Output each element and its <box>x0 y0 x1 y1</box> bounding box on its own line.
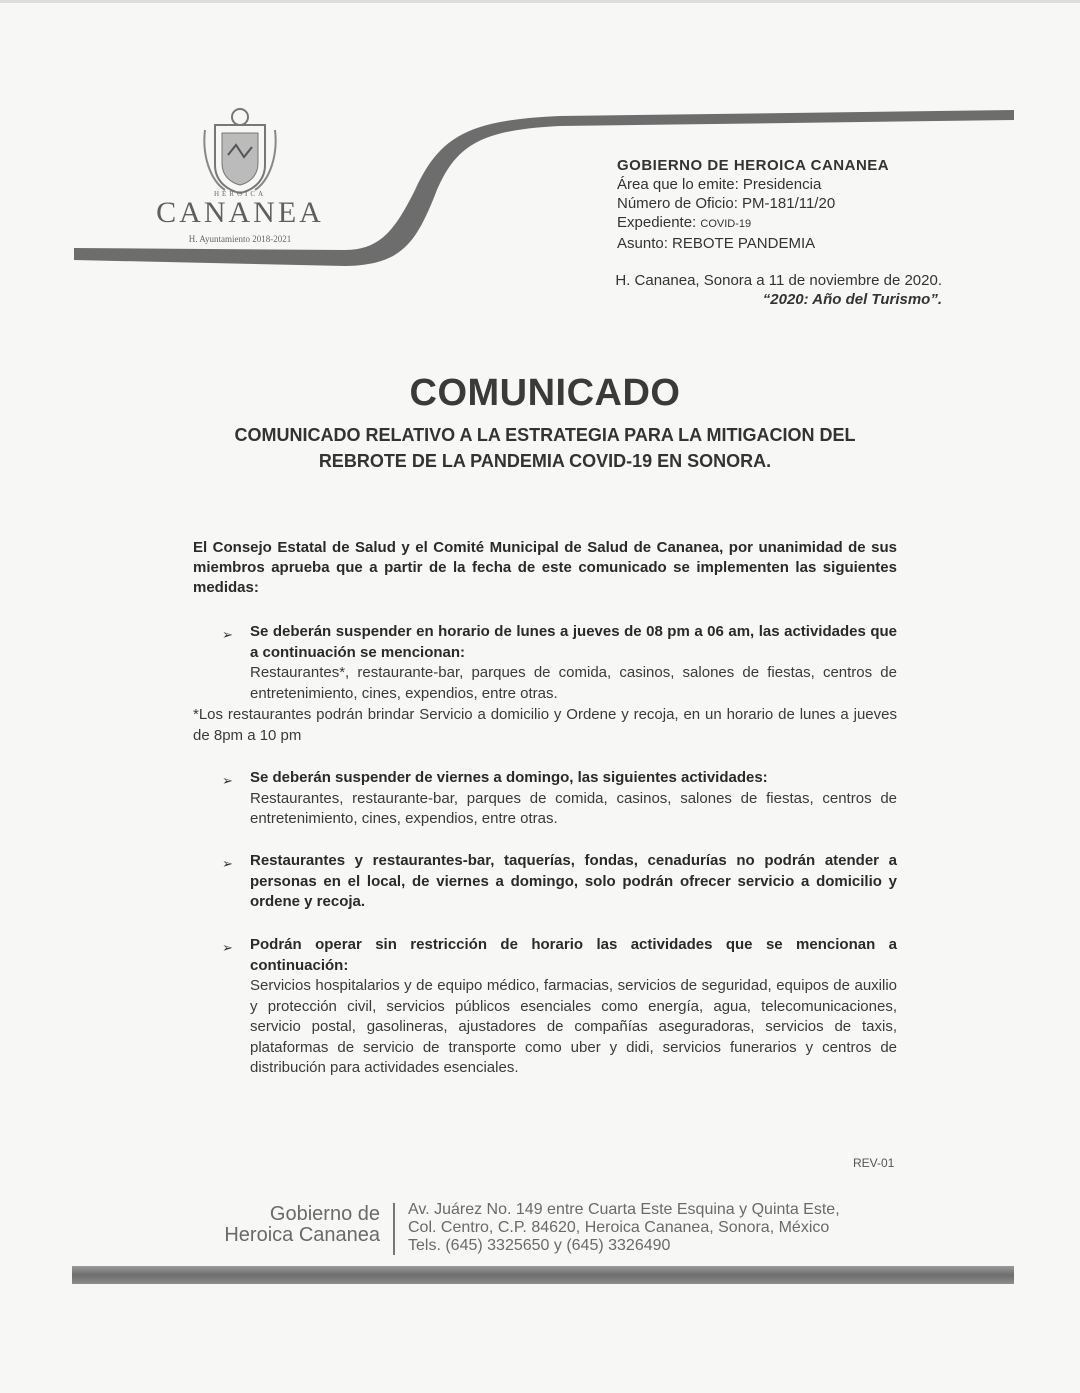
gov-name: GOBIERNO DE HEROICA CANANEA <box>617 157 890 174</box>
item-body: Restaurantes, restaurante-bar, parques de comida, casinos, salones de fiestas, centros de entretenimiento, cines, expendios, entre otras. <box>250 789 897 827</box>
expediente-line <box>617 213 889 234</box>
logo-subtitle: H. Ayuntamiento 2018-2021 <box>188 234 292 244</box>
bullet-icon: ➢ <box>222 773 233 788</box>
bullet-icon: ➢ <box>222 856 233 871</box>
footer-address-line2: Col. Centro, C.P. 84620, Heroica Cananea, Sonora, México <box>408 1219 830 1236</box>
logo-name: CANANEA <box>156 196 324 229</box>
oficio-line: Número de Oficio: PM-181/11/20 <box>617 195 836 212</box>
item-heading: Se deberán suspender en horario de lunes a jueves de 08 pm a 06 am, las actividades que a continuación se mencionan: <box>250 623 897 661</box>
date-line: H. Cananea, Sonora a 11 de noviembre de 2020. <box>615 272 942 289</box>
footer-address <box>408 1201 840 1255</box>
bullet-icon: ➢ <box>222 627 233 642</box>
logo-heroica: HEROICA <box>213 190 267 198</box>
item-heading: Podrán operar sin restricción de horario las actividades que se mencionan a continuación: <box>250 936 897 974</box>
revision-code: REV-01 <box>853 1156 895 1170</box>
page-subtitle: COMUNICADO RELATIVO A LA ESTRATEGIA PARA LA MITIGACION DEL REBROTE DE LA PANDEMIA COVID-19 EN SONORA. <box>234 425 856 471</box>
area-line: Área que lo emite: Presidencia <box>617 176 822 193</box>
list-item <box>250 622 897 704</box>
footer-gov-name <box>200 1204 380 1246</box>
item-heading: Se deberán suspender de viernes a domingo, las siguientes actividades: <box>250 769 768 786</box>
asunto-line: Asunto: REBOTE PANDEMIA <box>617 235 816 252</box>
restaurant-note: *Los restaurantes podrán brindar Servicio a domicilio y Ordene y recoja, en un horario de lunes a jueves de 8pm a 10 pm <box>193 706 897 744</box>
item-body: Servicios hospitalarios y de equipo médico, farmacias, servicios de seguridad, equipos de auxilio y protección civil, servicios públicos esenciales como energía, agua, telecomunicaciones, servicio postal, gasolineras, ajustadores de compañías aseguradoras, servicios de taxis, plataformas de servicio de transporte como uber y didi, servicios funerarios y centros de distribución para actividades esenciales. <box>250 977 897 1076</box>
footer-phones: Tels. (645) 3325650 y (645) 3326490 <box>408 1237 671 1254</box>
item-body: Restaurantes*, restaurante-bar, parques de comida, casinos, salones de fiestas, centros de entretenimiento, cines, expendios, entre otras. <box>250 664 897 702</box>
bullet-icon: ➢ <box>222 940 233 955</box>
page-title: COMUNICADO <box>409 372 681 414</box>
footer-address-line1: Av. Juárez No. 149 entre Cuarta Este Esquina y Quinta Este, <box>408 1201 840 1218</box>
list-item <box>250 768 897 830</box>
footer-gov-line2: Heroica Cananea <box>224 1224 380 1246</box>
header-info <box>617 156 889 253</box>
coat-of-arms-icon <box>200 105 280 195</box>
footer-divider <box>393 1203 395 1255</box>
expediente-value: COVID-19 <box>700 218 752 230</box>
expediente-label: Expediente: <box>617 214 701 231</box>
footer-bar <box>72 1266 1014 1284</box>
cananea-logo <box>150 100 330 250</box>
list-item <box>250 851 897 913</box>
intro-paragraph: El Consejo Estatal de Salud y el Comité Municipal de Salud de Cananea, por unanimidad de sus miembros aprueba que a partir de la fecha de este comunicado se implementen las siguientes medidas: <box>193 539 897 596</box>
footer-gov-line1: Gobierno de <box>269 1203 380 1225</box>
item-heading: Restaurantes y restaurantes-bar, taquerías, fondas, cenadurías no podrán atender a personas en el local, de viernes a domingo, solo podrán ofrecer servicio a domicilio y ordene y recoja. <box>250 852 897 910</box>
motto: “2020: Año del Turismo”. <box>762 291 942 308</box>
list-item <box>250 935 897 1079</box>
top-border <box>0 0 1080 3</box>
